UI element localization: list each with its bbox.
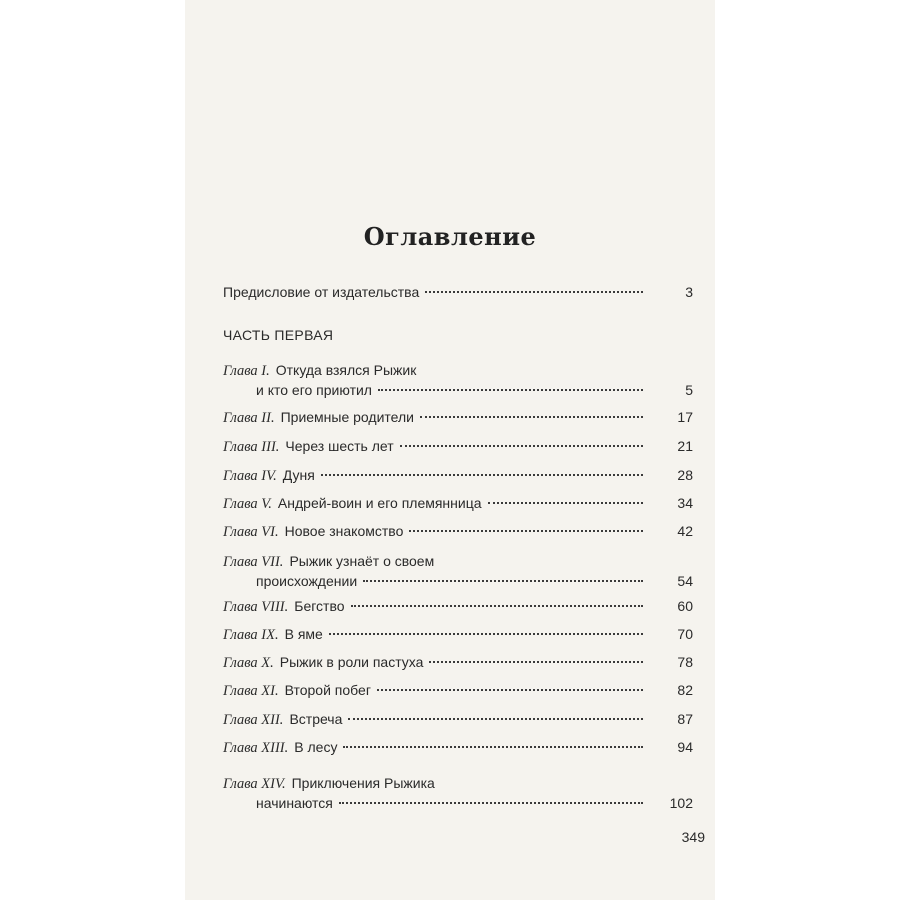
chapter-label: Глава XI. xyxy=(223,683,279,699)
chapter-title: Андрей-воин и его племянница xyxy=(277,495,482,511)
dot-leader xyxy=(409,530,643,532)
chapter-title: Рыжик узнаёт о своем xyxy=(289,553,435,569)
chapter-page-number: 87 xyxy=(677,711,693,727)
toc-title: Оглавление xyxy=(363,222,537,251)
chapter-title: Откуда взялся Рыжик xyxy=(275,362,417,378)
page-number-preface: 3 xyxy=(685,284,693,300)
dot-leader xyxy=(425,291,643,293)
chapter-page-number: 28 xyxy=(677,467,693,483)
chapter-label: Глава XIV. xyxy=(223,776,286,792)
chapter-title: Встреча xyxy=(289,711,343,727)
dot-leader xyxy=(429,661,643,663)
dot-leader xyxy=(343,746,643,748)
chapter-label: Глава XIII. xyxy=(223,740,289,756)
chapter-page-number: 54 xyxy=(677,573,693,589)
chapter-title: Дуня xyxy=(282,467,315,483)
chapter-title: Бегство xyxy=(294,598,345,614)
chapter-page-number: 70 xyxy=(677,626,693,642)
chapter-title: Через шесть лет xyxy=(285,438,394,454)
chapter-label: Глава IX. xyxy=(223,627,279,643)
dot-leader xyxy=(329,633,643,635)
chapter-title: Приключения Рыжика xyxy=(291,775,435,791)
chapter-title: В лесу xyxy=(294,739,338,755)
preface-text: Предисловие от издательства xyxy=(223,284,420,300)
chapter-page-number: 102 xyxy=(669,795,693,811)
dot-leader xyxy=(348,718,643,720)
chapter-label: Глава XII. xyxy=(223,712,284,728)
dot-leader xyxy=(321,474,643,476)
book-page xyxy=(185,0,715,900)
folio-page-number: 349 xyxy=(681,829,705,845)
chapter-label: Глава III. xyxy=(223,439,280,455)
chapter-title: Рыжик в роли пастуха xyxy=(279,654,424,670)
chapter-title: Второй побег xyxy=(284,682,371,698)
chapter-label: Глава II. xyxy=(223,410,275,426)
chapter-page-number: 17 xyxy=(677,409,693,425)
chapter-title: и кто его приютил xyxy=(256,382,372,398)
chapter-page-number: 21 xyxy=(677,438,693,454)
chapter-label: Глава V. xyxy=(223,496,272,512)
chapter-title: Новое знакомство xyxy=(284,523,404,539)
chapter-label: Глава IV. xyxy=(223,468,277,484)
chapter-page-number: 5 xyxy=(685,382,693,398)
chapter-title: начинаются xyxy=(256,795,333,811)
dot-leader xyxy=(488,502,643,504)
chapter-title: происхождении xyxy=(256,573,358,589)
chapter-page-number: 34 xyxy=(677,495,693,511)
chapter-title: В яме xyxy=(284,626,323,642)
chapter-page-number: 60 xyxy=(677,598,693,614)
chapter-label: Глава I. xyxy=(223,363,270,379)
chapter-label: Глава VI. xyxy=(223,524,279,540)
dot-leader xyxy=(400,445,643,447)
chapter-label: Глава VII. xyxy=(223,554,284,570)
chapter-title: Приемные родители xyxy=(280,409,414,425)
chapter-label: Глава X. xyxy=(223,655,274,671)
chapter-page-number: 78 xyxy=(677,654,693,670)
dot-leader xyxy=(378,389,643,391)
dot-leader xyxy=(377,689,643,691)
chapter-page-number: 94 xyxy=(677,739,693,755)
dot-leader xyxy=(363,580,643,582)
dot-leader xyxy=(420,416,643,418)
dot-leader xyxy=(339,802,643,804)
chapter-page-number: 42 xyxy=(677,523,693,539)
dot-leader xyxy=(351,605,643,607)
chapter-label: Глава VIII. xyxy=(223,599,289,615)
part-heading: ЧАСТЬ ПЕРВАЯ xyxy=(223,327,334,343)
chapter-page-number: 82 xyxy=(677,682,693,698)
